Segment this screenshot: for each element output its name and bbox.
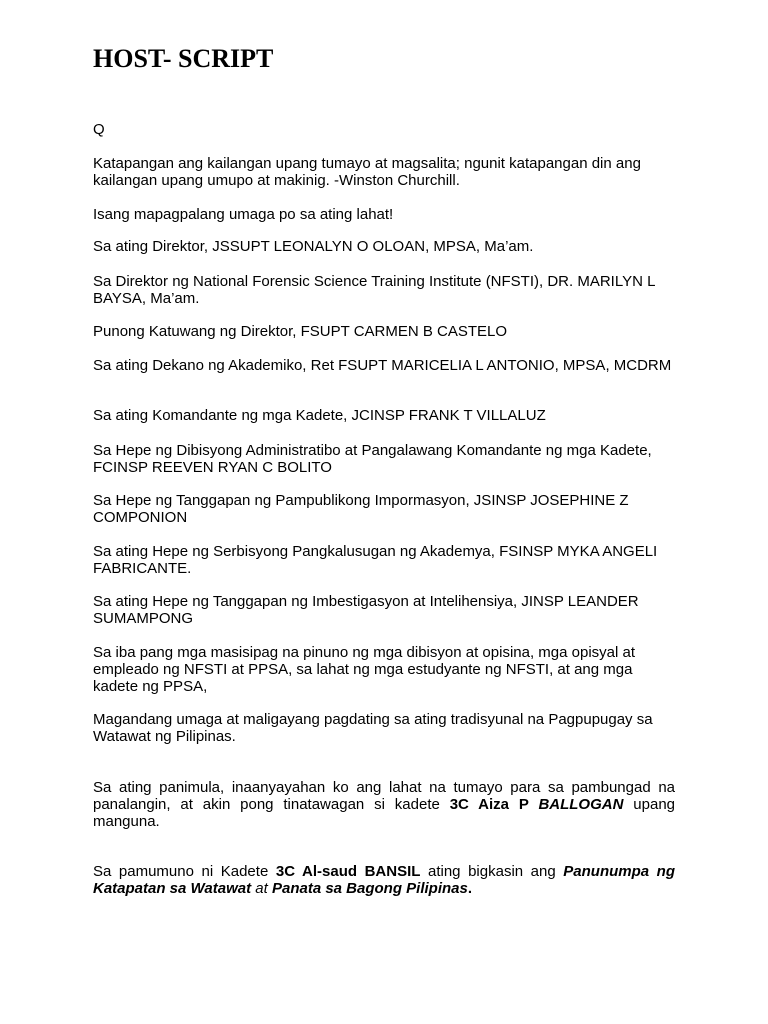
paragraph-quote: Katapangan ang kailangan upang tumayo at magsalita; ngunit katapangan din ang kailangan upang umupo at makinig. -Winston Churchill.	[93, 155, 641, 189]
pledge-cadet-name: 3C Al-saud BANSIL	[275, 863, 421, 880]
paragraph-deputy-director: Punong Katuwang ng Direktor, FSUPT CARMEN B CASTELO	[93, 323, 508, 340]
paragraph-nfsti-director: Sa Direktor ng National Forensic Science Training Institute (NFSTI), DR. MARILYN L BAYSA, Ma’am.	[93, 273, 655, 307]
paragraph-dean: Sa ating Dekano ng Akademiko, Ret FSUPT MARICELIA L ANTONIO, MPSA, MCDRM	[93, 357, 672, 374]
pledge-oath-title: Panunumpa ng Katapatan sa Watawat	[93, 863, 675, 897]
paragraph-admin-chief: Sa Hepe ng Dibisyong Administratibo at Pangalawang Komandante ng mga Kadete, FCINSP REEVEN RYAN C BOLITO	[93, 442, 652, 476]
paragraph-pledge	[93, 863, 675, 897]
paragraph-others: Sa iba pang mga masisipag na pinuno ng mga dibisyon at opisina, mga opisyal at empleado ng NFSTI at PPSA, sa lahat ng mga estudyante ng NFSTI, at ang mga kadete ng PPSA,	[93, 644, 636, 695]
pledge-text-start: Sa pamumuno ni Kadete	[93, 863, 276, 880]
prayer-cadet-name: 3C Aiza P	[449, 796, 539, 813]
pledge-panata-title: Panata sa Bagong Pilipinas	[271, 880, 468, 897]
paragraph-info-chief: Sa Hepe ng Tanggapan ng Pampublikong Impormasyon, JSINSP JOSEPHINE Z COMPONION	[93, 492, 629, 526]
paragraph-prayer	[93, 779, 675, 830]
prayer-text-start: Sa ating panimula, inaanyayahan ko ang lahat na tumayo para sa pambungad na panalangin, at akin pong tinatawagan si kadete	[93, 779, 675, 813]
paragraph-greeting: Isang mapagpalang umaga po sa ating lahat!	[93, 206, 394, 223]
prayer-cadet-surname: BALLOGAN	[538, 796, 624, 813]
paragraph-commandant: Sa ating Komandante ng mga Kadete, JCINSP FRANK T VILLALUZ	[93, 407, 546, 424]
pledge-conjunction: at	[251, 880, 272, 897]
paragraph-welcome: Magandang umaga at maligayang pagdating sa ating tradisyunal na Pagpupugay sa Watawat ng Pilipinas.	[93, 711, 653, 745]
pledge-text-mid: ating bigkasin ang	[420, 863, 564, 880]
pledge-period: .	[467, 880, 473, 897]
paragraph-director: Sa ating Direktor, JSSUPT LEONALYN O OLOAN, MPSA, Ma’am.	[93, 238, 534, 255]
prayer-text-end: upang manguna.	[93, 796, 675, 830]
paragraph-health-chief: Sa ating Hepe ng Serbisyong Pangkalusugan ng Akademya, FSINSP MYKA ANGELI FABRICANTE.	[93, 543, 658, 577]
marker-text: Q	[93, 121, 105, 138]
document-title: HOST- SCRIPT	[93, 44, 274, 73]
paragraph-investigation-chief: Sa ating Hepe ng Tanggapan ng Imbestigasyon at Intelihensiya, JINSP LEANDER SUMAMPONG	[93, 593, 639, 627]
